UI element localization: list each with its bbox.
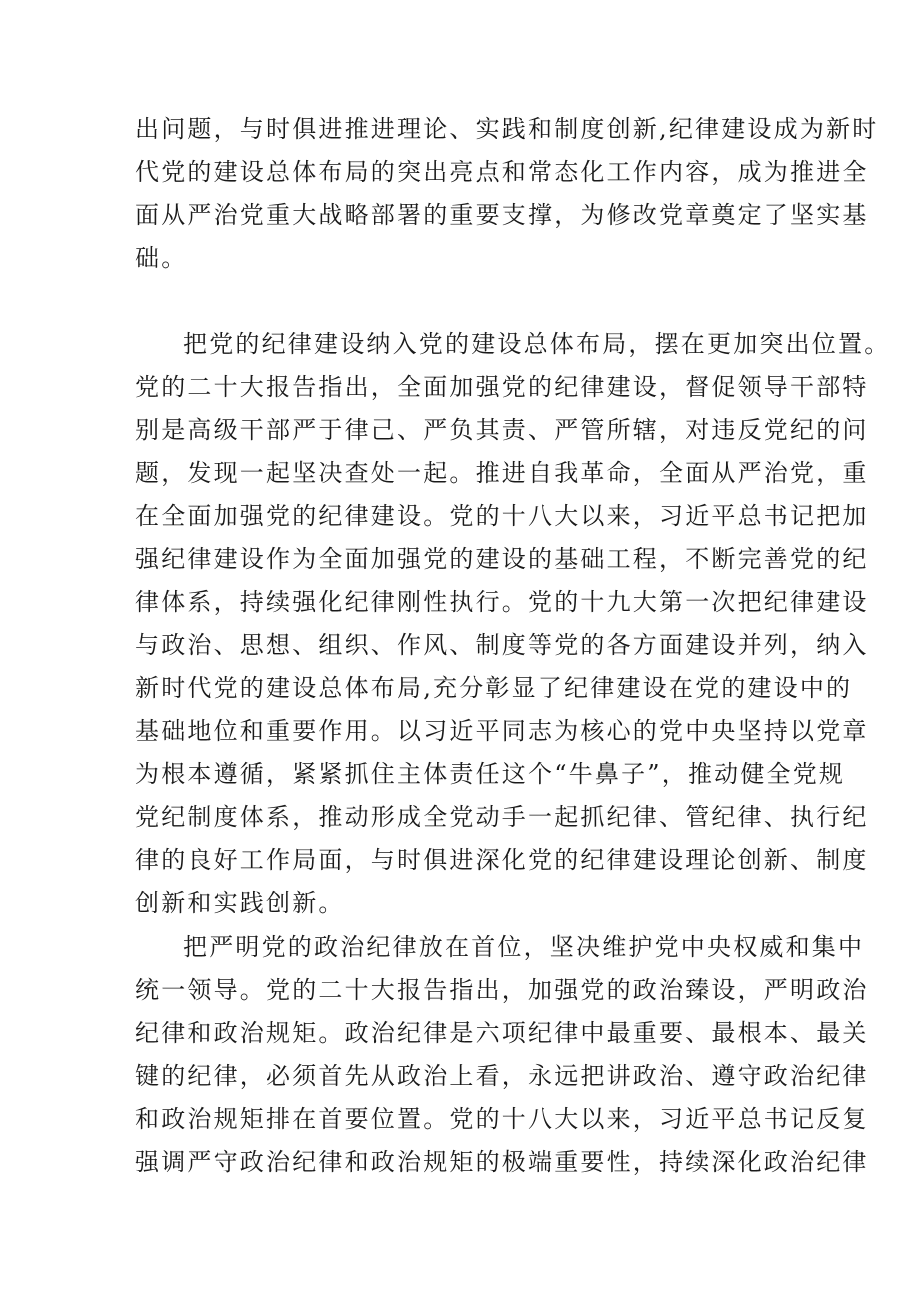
p2-line-8: 与政治、思想、组织、作风、制度等党的各方面建设并列，纳入 bbox=[135, 631, 869, 659]
p1-line-2: 代党的建设总体布局的突出亮点和常态化工作内容，成为推进全 bbox=[135, 158, 869, 186]
p2-line-1: 把党的纪律建设纳入党的建设总体布局，摆在更加突出位置。 bbox=[183, 330, 891, 358]
p2-line-2: 党的二十大报告指出，全面加强党的纪律建设，督促领导干部特 bbox=[135, 373, 869, 401]
p2-line-5: 在全面加强党的纪律建设。党的十八大以来，习近平总书记把加 bbox=[135, 502, 869, 530]
p3-line-6: 强调严守政治纪律和政治规矩的极端重要性，持续深化政治纪律 bbox=[135, 1148, 869, 1176]
p1-line-4: 础。 bbox=[135, 244, 188, 272]
p3-line-5: 和政治规矩排在首要位置。党的十八大以来，习近平总书记反复 bbox=[135, 1105, 869, 1133]
p2-line-3: 别是高级干部严于律己、严负其责、严管所辖，对违反党纪的问 bbox=[135, 416, 869, 444]
p1-line-3: 面从严治党重大战略部署的重要支撑，为修改党章奠定了坚实基 bbox=[135, 201, 869, 229]
p2-line-10: 基础地位和重要作用。以习近平同志为核心的党中央坚持以党章 bbox=[135, 717, 869, 745]
p2-line-11: 为根本遵循，紧紧抓住主体责任这个“牛鼻子”，推动健全党规 bbox=[135, 760, 846, 788]
p3-line-1: 把严明党的政治纪律放在首位，坚决维护党中央权威和集中 bbox=[183, 933, 865, 961]
p2-line-12: 党纪制度体系，推动形成全党动手一起抓纪律、管纪律、执行纪 bbox=[135, 803, 869, 831]
p2-line-9: 新时代党的建设总体布局,充分彰显了纪律建设在党的建设中的 bbox=[135, 674, 853, 702]
p2-line-7: 律体系，持续强化纪律刚性执行。党的十九大第一次把纪律建设 bbox=[135, 588, 869, 616]
p2-line-13: 律的良好工作局面，与时俱进深化党的纪律建设理论创新、制度 bbox=[135, 846, 869, 874]
p1-line-1: 出问题，与时俱进推进理论、实践和制度创新,纪律建设成为新时 bbox=[135, 115, 879, 143]
p2-line-4: 题，发现一起坚决查处一起。推进自我革命，全面从严治党，重 bbox=[135, 459, 869, 487]
p2-line-14: 创新和实践创新。 bbox=[135, 889, 345, 917]
p3-line-3: 纪律和政治规矩。政治纪律是六项纪律中最重要、最根本、最关 bbox=[135, 1019, 869, 1047]
p3-line-2: 统一领导。党的二十大报告指出，加强党的政治臻设，严明政治 bbox=[135, 976, 869, 1004]
p3-line-4: 键的纪律，必须首先从政治上看，永远把讲政治、遵守政治纪律 bbox=[135, 1062, 869, 1090]
p2-line-6: 强纪律建设作为全面加强党的建设的基础工程，不断完善党的纪 bbox=[135, 545, 869, 573]
